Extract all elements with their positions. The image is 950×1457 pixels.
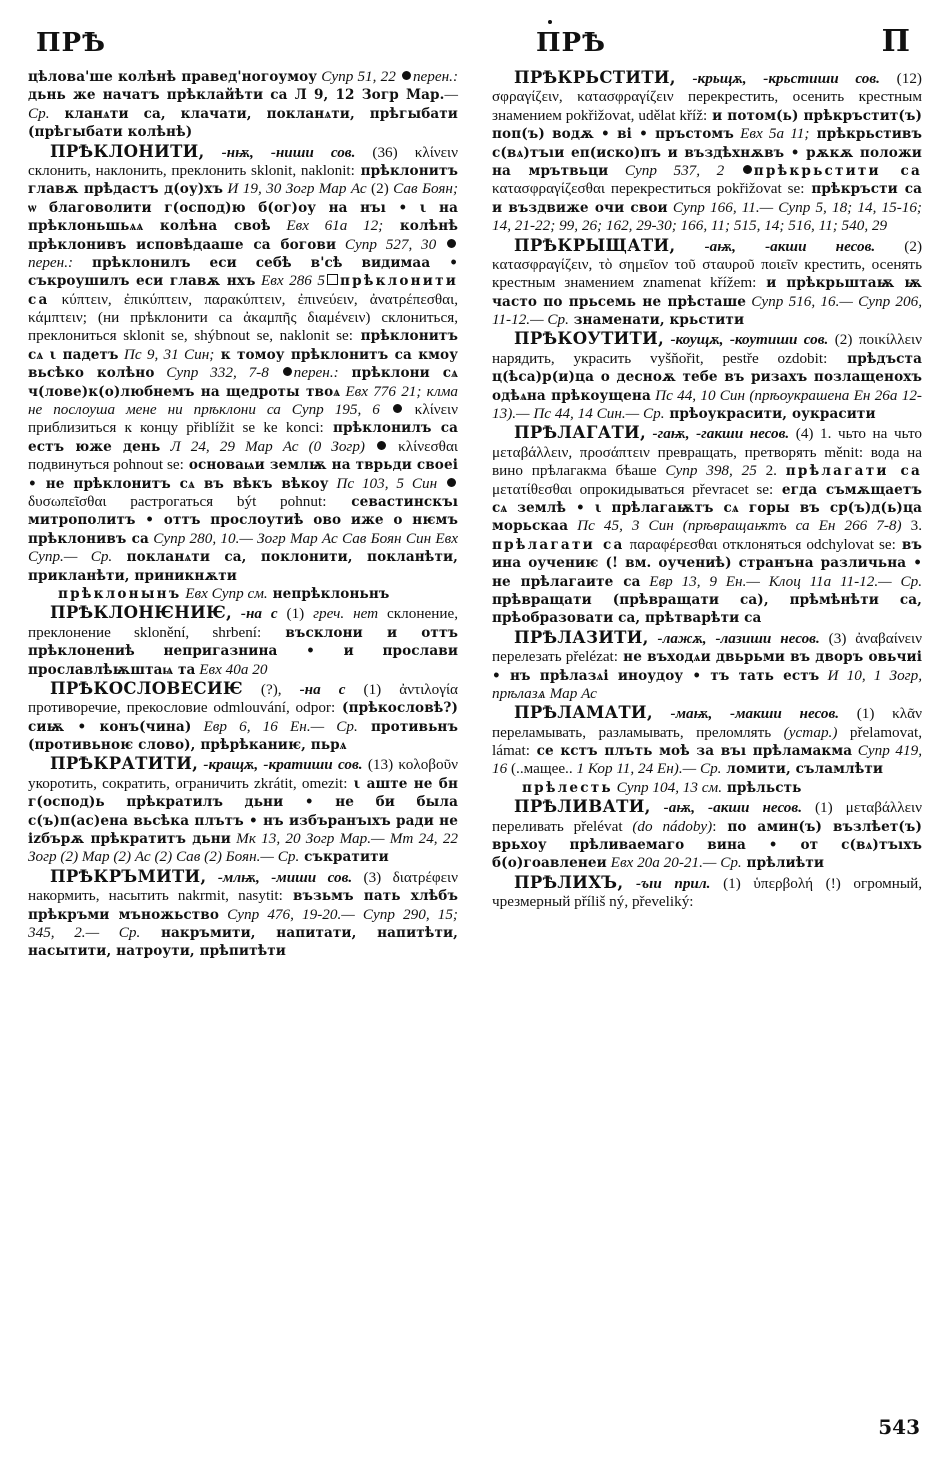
old-slavonic-subheadword: прѣклонынъ <box>58 585 182 602</box>
grammar-info: -на с <box>232 605 278 623</box>
definition-text: κλίνειν приблизиться к концу přiblížit se ke konci: <box>28 401 458 437</box>
source-reference: Евх Супр см. <box>181 584 268 602</box>
dictionary-entry <box>492 797 922 873</box>
running-head-left: ПРѢ <box>36 28 106 58</box>
definition-text: (36) κλίνειν склонить, наклонить, преклонить sklonit, naklonit: <box>28 143 458 179</box>
source-reference: Евр 13, 9 Ен.— Клоц 11а 11-12.— Ср. <box>640 572 922 590</box>
old-slavonic-citation: ѡ благоволити г(оспод)ю б(ог)оу на нъı • ι на прѣклоньшьѧѧ колѣна своѣ <box>28 199 458 235</box>
running-head-center: ПРѢ <box>536 28 606 58</box>
old-slavonic-subheadword: прѣлагати са <box>492 536 625 553</box>
definition-text: δυσωπεῖσθαι растрогаться být pohnut: <box>28 492 327 510</box>
entry-headword: ПРѢЛИХЪ, <box>514 872 624 892</box>
source-reference: Пс 44, 10 Син (прѣоукрашена Ен 26а 12-13).— Пс 44, 14 Син.— Ср. <box>492 386 922 423</box>
old-slavonic-citation: въ ина оучениѥ (! вм. оучениѣ) странъна различьна • не прѣлагаите са <box>492 536 923 590</box>
old-slavonic-citation: накръмити, напитати, напитѣти, насытити, натроути, прѣпитѣти <box>28 924 459 960</box>
sense-separator-dot <box>393 404 402 413</box>
old-slavonic-citation: не въходѧи двьрьми въ дворъ овьчиі • нъ прѣлазѧі иноудоу • тъ тать естъ <box>492 649 922 684</box>
old-slavonic-citation: прѣвращати (прѣвращати са), прѣмѣнѣти са, прѣобразовати са, прѣтварѣти са <box>492 591 922 627</box>
dictionary-entry <box>492 703 922 779</box>
definition-text: (3) διατρέφειν накормить, насытить nakrmit, nasytit: <box>28 868 458 905</box>
old-slavonic-citation: прѣклонилъ еси себѣ в'сѣ видимаа • съкроушилъ еси главѫ нхъ <box>28 254 458 290</box>
definition-text: (1) ὑπερβολή (!) огромный, чрезмерный příliš ný, převeliký: <box>492 874 923 911</box>
right-column <box>492 68 922 1388</box>
old-slavonic-citation: прѣоукрасити, оукрасити <box>664 406 876 423</box>
source-reference: (устар.) <box>783 723 838 741</box>
old-slavonic-citation: съкратити <box>299 849 389 866</box>
dictionary-entry <box>492 236 922 330</box>
definition-text: κλίνεσθαι подвинуться pohnout se: <box>28 437 459 474</box>
definition-text: παραφέρεσθαι отклоняться odchylovat se: <box>624 535 896 553</box>
source-reference: И 10, 1 Зогр, прѣлазѧ Мар Ас <box>492 666 922 702</box>
source-reference: И 19, 30 Зогр Мар Ас <box>223 180 367 198</box>
old-slavonic-subheadword: прѣклонити са <box>28 273 458 308</box>
old-slavonic-citation: прѣкрьстивъ с(вѧ)тъıи еп(иско)пъ и въздѣхнѫвъ • рѫкѫ положи на мрътвьци <box>492 126 923 179</box>
old-slavonic-citation: (прѣкословѣ?) сиѭ • конъ(чина) <box>28 700 458 735</box>
source-reference: 1 Кор 11, 24 Ен).— Ср. <box>576 760 722 778</box>
old-slavonic-citation: по амин(ъ) възлѣет(ъ) врьхоу прѣливаемаго вина • от с(вѧ)тъıхъ б(о)гоавленеи <box>492 818 922 872</box>
grammar-info: -ъıи прил. <box>623 874 711 892</box>
old-slavonic-subheadword: прѣлагати са <box>785 463 922 480</box>
sense-separator-dot <box>402 71 411 80</box>
entry-headword: ПРѢКРАТИТИ, <box>50 754 199 774</box>
source-reference: Евх 20а 20-21.— Ср. <box>606 854 742 872</box>
definition-text: (2) κατασφραγίζειν, τὸ σημεῖον τοῦ σταυροῦ ποιεῖν крестить, осенять крестным знамением znamenat křížem: <box>492 237 923 292</box>
source-reference: Супр 332, 7-8 <box>154 364 281 382</box>
old-slavonic-citation: и потом(ь) прѣкръстит(ъ) поп(ъ) водѫ • ві • пръстомъ <box>492 107 922 143</box>
grammar-info: -гаѭ, -гакши несов. <box>646 425 790 443</box>
source-reference: Супр 537, 2 <box>608 161 741 179</box>
source-reference: Супр 104, 13 см. <box>612 778 723 796</box>
definition-text: přelamovat, lámat: <box>492 723 922 760</box>
definition-text: κατασφραγίζεσθαι перекреститься pokřižovat se: <box>492 180 805 198</box>
source-reference: Пс 9, 31 Син; <box>118 345 215 363</box>
source-reference: перен.: <box>293 364 339 382</box>
entry-headword: ПРѢКРЪМИТИ, <box>50 866 207 886</box>
grammar-info: -аѭ, -акши несов. <box>650 799 802 817</box>
grammar-info: -аѭ, -акши несов. <box>675 237 876 255</box>
old-slavonic-citation: прѣдъста ц(ѣса)р(и)ца о десноѫ тебе въ ризахъ позлащенохъ одѣѧна прѣкоущена <box>492 350 922 404</box>
source-reference: перен.: <box>28 253 74 271</box>
grammar-info: -на с <box>299 680 346 698</box>
definition-text: 3. <box>910 517 922 535</box>
definition-text: κύπτειν, ἐπικύπτειν, παρακύπτειν, ἐπινεύειν, ἀνατρέπεσθαι, κάμπτειν; (ни прѣклонити са ἀκαμπῆς διαμένειν) склониться, преклониться sklonit se, shýbnout se, naklonit se: <box>28 290 458 345</box>
dictionary-entry <box>28 603 458 679</box>
old-slavonic-subheadword: прѣлесть <box>522 779 613 796</box>
source-reference: Сав Боян; <box>393 180 459 198</box>
old-slavonic-citation: прѣкръсти са и въздвиже очи свои <box>492 181 922 216</box>
sense-separator-dot <box>447 478 456 487</box>
old-slavonic-citation: кланѧти са, клачати, покланѧти, прѣгыбати (прѣгыбати колѣнѣ) <box>28 105 458 141</box>
source-reference: Евх 286 5 <box>255 272 325 290</box>
old-slavonic-citation: прѣклонитъ главѫ прѣдастъ д(оу)хъ <box>28 162 458 198</box>
old-slavonic-citation: противьнъ (противьноѥ слово), прѣрѣканиѥ, пьрѧ <box>28 718 458 754</box>
entry-headword: ПРѢКОУТИТИ, <box>514 329 665 349</box>
entry-headword: ПРѢЛАГАТИ, <box>514 423 646 443</box>
entry-headword: ПРѢКРЫЩАТИ, <box>514 235 676 255</box>
old-slavonic-citation: колѣнѣ прѣклонивъ исповѣдааше са богови <box>28 218 459 253</box>
page-header <box>28 18 922 64</box>
sense-separator-square <box>327 274 338 285</box>
dictionary-cross-reference <box>492 779 922 797</box>
source-reference: Супр 516, 16.— Супр 206, 11-12.— Ср. <box>492 292 923 329</box>
sense-separator-dot <box>447 239 456 248</box>
source-reference: Супр 398, 25 <box>656 462 766 480</box>
old-slavonic-citation: ι аште не бн г(оспод)ь прѣкратилъ дьни • не би была с(ъ)п(ас)ена вьсѣка плътъ • нъ избъранъıхъ ради не іzбърѫ прѣкратитъ дьни <box>28 775 458 848</box>
definition-text: (1) ἀντιλογία противоречие, прекословие odmlouvání, odpor: <box>28 680 458 717</box>
source-reference: Супр 527, 30 <box>336 235 446 253</box>
source-reference: Л 24, 29 Мар Ас (0 Зогр) <box>160 437 376 455</box>
definition-text: μετατίθεσθαι опрокидываться převracet se: <box>492 480 774 498</box>
sense-separator-dot <box>377 441 386 450</box>
running-letter: П <box>881 24 910 59</box>
old-slavonic-citation: се кстъ плъть моѣ за въı прѣламакма <box>529 743 853 760</box>
dictionary-entry <box>28 68 458 142</box>
old-slavonic-citation: знаменати, крьстити <box>568 312 745 329</box>
entry-headword: ПРѢКЛОНИТИ, <box>50 141 205 161</box>
source-reference: Мк 13, 20 Зогр Мар.— Мт 24, 22 Зогр (2) Мар (2) Ас (2) Сав (2) Боян.— Ср. <box>28 830 459 866</box>
dictionary-entry <box>492 329 922 423</box>
source-reference: Пс 45, 3 Син (прѣвращаѭтъ са Ен 266 7-8) <box>568 517 911 535</box>
entry-headword: ПРѢКОСЛОВЕСИѤ <box>50 678 243 698</box>
grammar-info: -коущѫ, -коутиши сов. <box>664 331 829 349</box>
old-slavonic-citation: прѣклони сѧ ч(лове)к(о)любнемъ на щедроты твоѧ <box>28 365 458 400</box>
definition-text: (1) <box>277 605 314 623</box>
definition-text: (12) σφραγίζειν, κατασφραγίζειν перекрестить, осенить крестным знамением pokřižovat, udělat kříž: <box>492 70 922 124</box>
entry-headword: ПРѢКРЬСТИТИ, <box>514 68 676 87</box>
definition-text: (1) μεταβάλλειν переливать přelévat <box>492 799 922 835</box>
old-slavonic-citation: егда съмѫщаетъ сѧ землѣ • ι прѣлагаѭтъ сѧ горы въ ср(ъ)д(ь)ца морьскаа <box>492 481 922 535</box>
source-reference: Супр 166, 11.— Супр 5, 18; 14, 15-16; 14, 21-22; 99, 26; 162, 29-30; 166, 11; 515, 14; 516, 11; 540, 29 <box>492 198 922 235</box>
grammar-info: -лажѫ, -лазиши несов. <box>648 629 820 647</box>
definition-text: (13) κολοβοῦν укоротить, сократить, ограничить zkrátit, omezit: <box>28 756 458 792</box>
old-slavonic-citation: к томоу прѣклонитъ са кмоу вьсѣко колѣно <box>28 346 458 382</box>
grammar-info: -млѭ, -миши сов. <box>206 868 353 886</box>
entry-headword: ПРѢЛАМАТИ, <box>514 703 653 723</box>
left-column <box>28 68 458 1388</box>
source-reference: — Ср. <box>28 86 458 122</box>
source-reference: Пс 103, 5 Син <box>328 474 446 492</box>
sense-separator-dot <box>283 367 292 376</box>
page-number: 543 <box>878 1415 920 1439</box>
dictionary-entry <box>492 68 922 236</box>
dictionary-cross-reference <box>28 585 458 603</box>
old-slavonic-citation: непрѣклоньнъ <box>267 585 390 602</box>
print-mark <box>548 20 552 24</box>
source-reference: Евх 5а 11; <box>733 125 810 143</box>
source-reference: Супр 419, 16 <box>492 742 922 778</box>
definition-text: (1) κλᾶν переламывать, разламывать, преломлять <box>492 705 922 741</box>
dictionary-entry <box>28 867 458 961</box>
definition-text: 2. <box>765 462 786 480</box>
dictionary-entry <box>492 873 922 912</box>
dictionary-entry <box>492 628 922 704</box>
old-slavonic-citation: и прѣкрьштаѭ ѭ часто по прьсемь не прѣсташе <box>492 275 922 310</box>
source-reference: Евх 61а 12; <box>270 217 384 235</box>
source-reference: (do nádoby) <box>632 817 713 835</box>
old-slavonic-citation: прѣклонитъ сѧ ι падетъ <box>28 328 458 363</box>
definition-text: (4) 1. чьто на чьто μεταβάλλειν, προσάπτειν превращать, претворять měnit: вода на вино прѣлагакма бѣаше <box>492 425 922 480</box>
old-slavonic-citation: прѣльсть <box>722 779 802 796</box>
dictionary-entry <box>492 423 922 627</box>
old-slavonic-citation: дьнь же начатъ прѣклайѣти са Л 9, 12 Зогр Мар. <box>28 87 445 104</box>
source-reference: Супр 51, 22 <box>317 68 400 85</box>
definition-text: (2) ποικίλλειν нарядить, украсить vyšňořit, pestře ozdobit: <box>492 331 922 367</box>
dictionary-entry <box>28 142 458 585</box>
old-slavonic-citation: покланѧти са, поклонити, покланѣти, прикланѣти, приникнѫти <box>28 549 458 584</box>
two-column-body <box>28 68 922 1388</box>
old-slavonic-citation: възьмъ пать хлѣбъ прѣкръми мъножьство <box>28 888 458 923</box>
old-slavonic-citation: прѣлиѣти <box>741 855 825 872</box>
source-reference: Супр 476, 19-20.— Супр 290, 15; 345, 2.— Ср. <box>28 905 458 941</box>
entry-headword: ПРѢЛИВАТИ, <box>514 797 651 817</box>
source-reference: греч. нет <box>313 605 379 623</box>
old-slavonic-subheadword: прѣкрьстити са <box>753 162 922 179</box>
old-slavonic-citation: цѣлова'ше колѣнѣ правед'ногоумоу <box>28 69 318 85</box>
sense-separator-dot <box>743 165 752 174</box>
definition-text: склонение, преклонение sklonění, shrbení: <box>28 605 458 641</box>
definition-text: (..мащее.. <box>507 760 577 778</box>
source-reference: перен.: <box>412 68 458 85</box>
source-reference: Супр 280, 10.— Зогр Мар Ас Сав Боян Син Евх Супр.— Ср. <box>28 529 458 566</box>
grammar-info: -маѭ, -макши несов. <box>652 705 840 723</box>
old-slavonic-citation: основаѩи землѭ на тврьди своеі • не прѣклонитъ сѧ въ вѣкъ вѣкоу <box>28 457 458 492</box>
definition-text: : <box>712 817 717 835</box>
source-reference: Евх 776 21; клма не послоуша мене ни прѣклони са Супр 195, 6 <box>28 382 458 419</box>
source-reference: Евх 40а 20 <box>195 660 268 678</box>
definition-text: (3) ἀναβαίνειν перелезать přelézat: <box>492 629 923 666</box>
entry-headword: ПРѢКЛОНѤНИѤ, <box>50 603 233 623</box>
old-slavonic-citation: севастинскъı митрополитъ • оттъ прослоутиѣ ово иже о нѥмъ прѣклонивъ са <box>28 493 458 547</box>
old-slavonic-citation: прѣклонилъ са естъ юже день <box>28 420 458 455</box>
definition-text: (2) <box>366 180 394 198</box>
grammar-info: -нѭ, -ниши сов. <box>204 143 356 161</box>
dictionary-entry <box>28 754 458 866</box>
source-reference: Евр 6, 16 Ен.— Ср. <box>191 717 358 735</box>
definition-text: (?), <box>242 680 300 698</box>
dictionary-entry <box>28 679 458 755</box>
old-slavonic-citation: ломити, съламлѣти <box>721 761 884 778</box>
grammar-info: -кращѫ, -кратиши сов. <box>198 756 363 774</box>
old-slavonic-citation: въсклони и оттъ прѣклонениѣ непригазнина • и прослави прославлѣѭштаѩ та <box>28 624 458 678</box>
grammar-info: -крьщѫ, -крьстиши сов. <box>675 70 880 87</box>
entry-headword: ПРѢЛАЗИТИ, <box>514 627 649 647</box>
